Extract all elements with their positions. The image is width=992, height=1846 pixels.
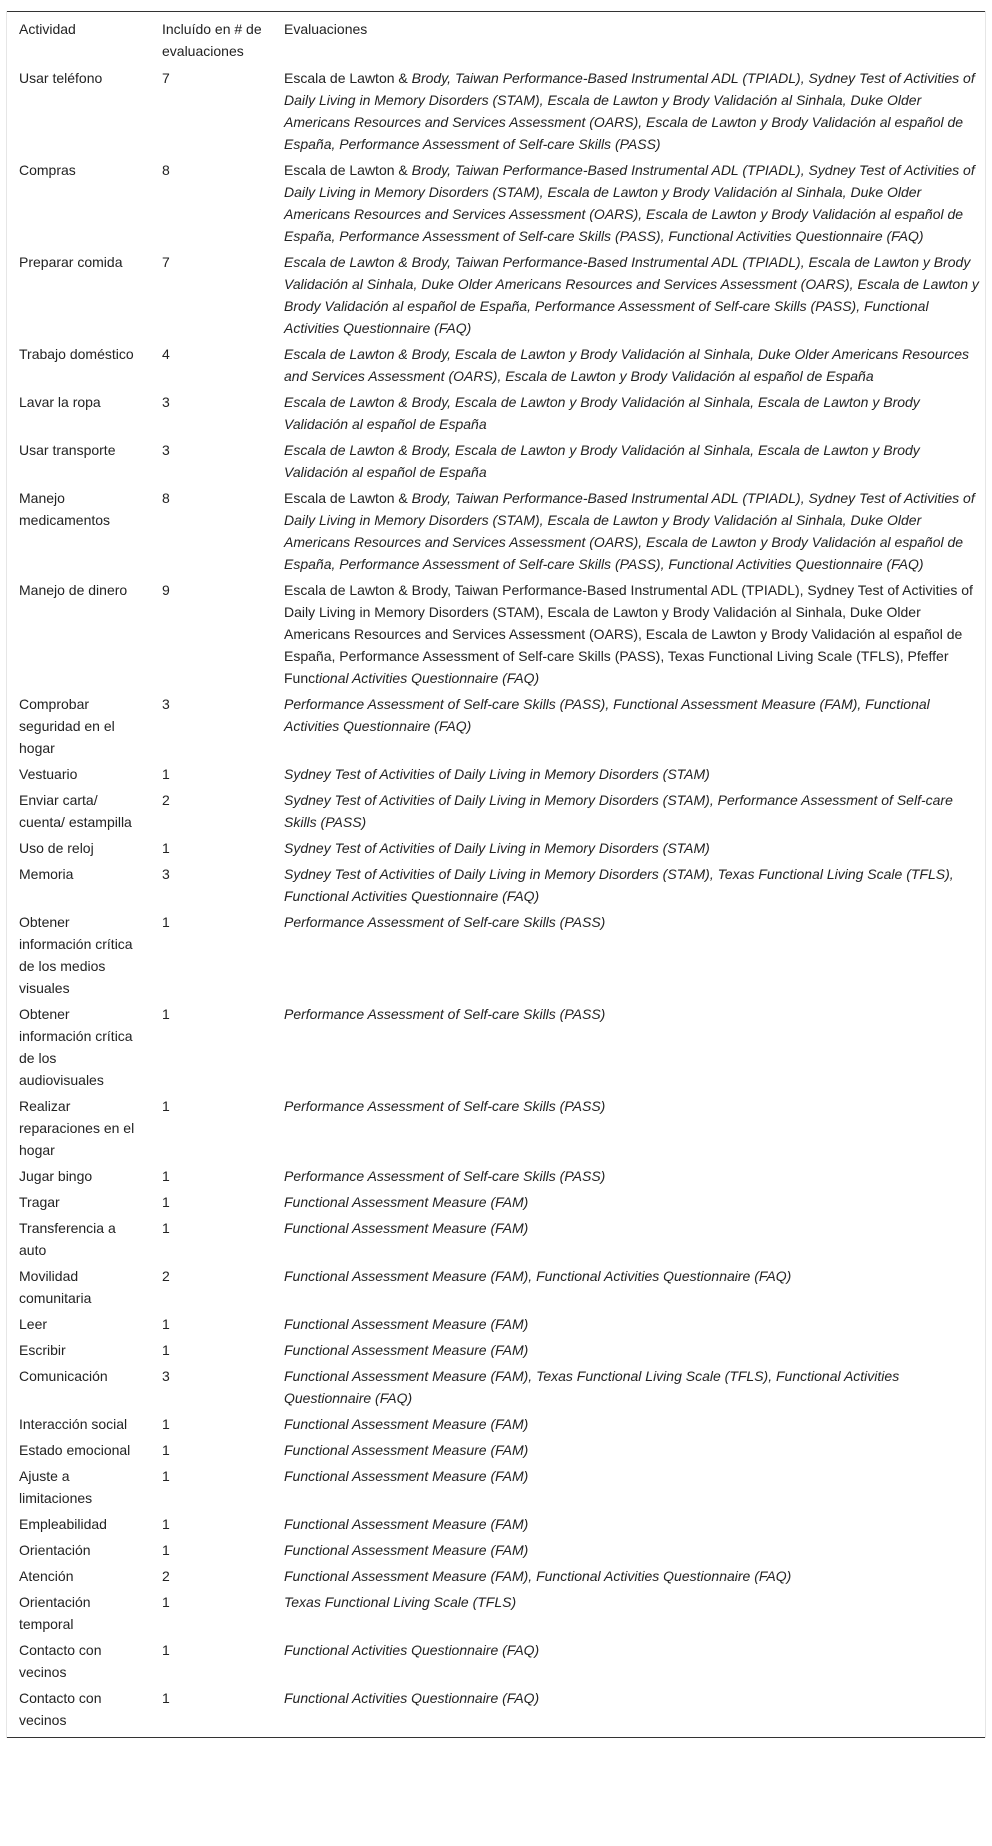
activity-cell bbox=[7, 1262, 162, 1310]
evaluations-cell bbox=[284, 1462, 985, 1510]
table-container bbox=[6, 11, 986, 1738]
evaluations-cell bbox=[284, 1536, 985, 1562]
count-cell bbox=[162, 1310, 284, 1336]
evaluations-cell bbox=[284, 908, 985, 1000]
evaluations-cell bbox=[284, 1188, 985, 1214]
evaluations-cell bbox=[284, 1262, 985, 1310]
activity-cell bbox=[7, 1410, 162, 1436]
evaluations-italic-text: Functional Assessment Measure (FAM) bbox=[284, 1416, 529, 1432]
count-cell bbox=[162, 1562, 284, 1588]
evaluations-italic-text: Sydney Test of Activities of Daily Living in Memory Disorders (STAM), Texas Functional Living Scale (TFLS), Functional Activities Questionnaire (FAQ) bbox=[284, 866, 954, 904]
table-row bbox=[7, 1588, 985, 1636]
evaluations-cell bbox=[284, 340, 985, 388]
count-cell bbox=[162, 1262, 284, 1310]
count-cell bbox=[162, 690, 284, 760]
activity-text: Tragar bbox=[19, 1194, 60, 1210]
count-cell bbox=[162, 1214, 284, 1262]
evaluations-italic-text: Performance Assessment of Self-care Skills (PASS), Functional Assessment Measure (FAM), Functional Activities Questionnaire (FAQ) bbox=[284, 696, 930, 734]
count-text: 1 bbox=[162, 1006, 170, 1022]
count-text: 2 bbox=[162, 1568, 170, 1584]
table-header-row bbox=[7, 12, 985, 65]
activity-cell bbox=[7, 1310, 162, 1336]
count-cell bbox=[162, 1000, 284, 1092]
activity-cell bbox=[7, 1092, 162, 1162]
evaluations-italic-text: Functional Assessment Measure (FAM) bbox=[284, 1220, 529, 1236]
table-row bbox=[7, 1262, 985, 1310]
activity-text: Escribir bbox=[19, 1342, 66, 1358]
activity-text: Vestuario bbox=[19, 766, 78, 782]
table-row bbox=[7, 1536, 985, 1562]
count-cell bbox=[162, 1536, 284, 1562]
evaluations-italic-text: Functional Assessment Measure (FAM) bbox=[284, 1468, 529, 1484]
activity-cell bbox=[7, 1636, 162, 1684]
count-cell bbox=[162, 576, 284, 690]
evaluations-cell bbox=[284, 1092, 985, 1162]
evaluations-italic-text: Escala de Lawton & Brody, Taiwan Performance-Based Instrumental ADL (TPIADL), Escala de Lawton y Brody Validación al Sinhala, Duke Older Americans Resources and Services Assessment (OARS), Escala de Lawton y Brody Validación al español de España, Performance Assessment of Self-care Skills (PASS), Functional Activities Questionnaire (FAQ) bbox=[284, 254, 979, 336]
evaluations-cell bbox=[284, 1000, 985, 1092]
activity-cell bbox=[7, 340, 162, 388]
evaluations-italic-text: Functional Activities Questionnaire (FAQ) bbox=[284, 1642, 540, 1658]
table-row bbox=[7, 156, 985, 248]
activity-cell bbox=[7, 1588, 162, 1636]
evaluations-italic-text: Functional Assessment Measure (FAM) bbox=[284, 1442, 529, 1458]
count-cell bbox=[162, 1436, 284, 1462]
count-text: 1 bbox=[162, 1168, 170, 1184]
evaluations-cell bbox=[284, 690, 985, 760]
evaluations-italic-text: Performance Assessment of Self-care Skills (PASS) bbox=[284, 914, 606, 930]
evaluations-cell bbox=[284, 1214, 985, 1262]
count-text: 1 bbox=[162, 1416, 170, 1432]
activity-text: Empleabilidad bbox=[19, 1516, 107, 1532]
activity-cell bbox=[7, 1536, 162, 1562]
count-text: 9 bbox=[162, 582, 170, 598]
activity-cell bbox=[7, 1162, 162, 1188]
count-text: 1 bbox=[162, 1098, 170, 1114]
count-text: 1 bbox=[162, 1594, 170, 1610]
table-row bbox=[7, 786, 985, 834]
count-text: 3 bbox=[162, 866, 170, 882]
evaluations-cell bbox=[284, 1410, 985, 1436]
activity-text: Memoria bbox=[19, 866, 74, 882]
count-cell bbox=[162, 340, 284, 388]
table-row bbox=[7, 1092, 985, 1162]
activity-text: Usar transporte bbox=[19, 442, 116, 458]
activity-cell bbox=[7, 1462, 162, 1510]
count-cell bbox=[162, 1588, 284, 1636]
table-row bbox=[7, 908, 985, 1000]
table-row bbox=[7, 1362, 985, 1410]
evaluations-italic-text: Functional Assessment Measure (FAM), Functional Activities Questionnaire (FAQ) bbox=[284, 1568, 792, 1584]
evaluations-cell bbox=[284, 436, 985, 484]
header-activity bbox=[7, 12, 162, 65]
activity-cell bbox=[7, 860, 162, 908]
activities-table bbox=[7, 11, 985, 1738]
count-text: 8 bbox=[162, 162, 170, 178]
table-row bbox=[7, 1684, 985, 1738]
count-text: 1 bbox=[162, 1342, 170, 1358]
table-row bbox=[7, 1410, 985, 1436]
evaluations-cell bbox=[284, 860, 985, 908]
activity-text: Usar teléfono bbox=[19, 70, 103, 86]
evaluations-cell bbox=[284, 1684, 985, 1738]
evaluations-italic-text: Functional Assessment Measure (FAM) bbox=[284, 1342, 529, 1358]
evaluations-italic-text: Functional Activities Questionnaire (FAQ) bbox=[284, 1690, 540, 1706]
activity-text: Jugar bingo bbox=[19, 1168, 93, 1184]
evaluations-italic-text: Brody, Taiwan Performance-Based Instrumental ADL (TPIADL), Sydney Test of Activities of Daily Living in Memory Disorders (STAM), Escala de Lawton y Brody Validación al Sinhala, Duke Older Americans Resources and Services Assessment (OARS), Escala de Lawton y Brody Validación al español de España, Performance Assessment of Self-care Skills (PASS), Functional Activities Questionnaire (FAQ) bbox=[284, 490, 975, 572]
table-row bbox=[7, 1636, 985, 1684]
table-row bbox=[7, 388, 985, 436]
evaluations-plain-text: Escala de Lawton & bbox=[284, 162, 412, 178]
evaluations-italic-text: Performance Assessment of Self-care Skills (PASS) bbox=[284, 1098, 606, 1114]
evaluations-italic-text: Performance Assessment of Self-care Skills (PASS) bbox=[284, 1168, 606, 1184]
evaluations-italic-text: Functional Assessment Measure (FAM), Functional Activities Questionnaire (FAQ) bbox=[284, 1268, 792, 1284]
count-text: 1 bbox=[162, 914, 170, 930]
activity-cell bbox=[7, 576, 162, 690]
table-row bbox=[7, 1436, 985, 1462]
activity-cell bbox=[7, 1684, 162, 1738]
evaluations-cell bbox=[284, 484, 985, 576]
activity-text: Compras bbox=[19, 162, 76, 178]
count-text: 1 bbox=[162, 1516, 170, 1532]
evaluations-cell bbox=[284, 1562, 985, 1588]
activity-cell bbox=[7, 156, 162, 248]
evaluations-cell bbox=[284, 1436, 985, 1462]
header-evaluations: Evaluaciones bbox=[284, 21, 368, 37]
activity-text: Realizar reparaciones en el hogar bbox=[19, 1098, 135, 1158]
evaluations-italic-text: Escala de Lawton & Brody, Escala de Lawton y Brody Validación al Sinhala, Duke Older Americans Resources and Services Assessment (OARS), Escala de Lawton y Brody Validación al español de España bbox=[284, 346, 970, 384]
table-row bbox=[7, 1462, 985, 1510]
evaluations-italic-text: Functional Assessment Measure (FAM), Texas Functional Living Scale (TFLS), Functional Activities Questionnaire (FAQ) bbox=[284, 1368, 900, 1406]
table-row bbox=[7, 248, 985, 340]
table-row bbox=[7, 1214, 985, 1262]
activity-cell bbox=[7, 1362, 162, 1410]
count-text: 1 bbox=[162, 1690, 170, 1706]
evaluations-cell bbox=[284, 786, 985, 834]
activity-text: Movilidad comunitaria bbox=[19, 1268, 92, 1306]
count-text: 3 bbox=[162, 1368, 170, 1384]
count-text: 1 bbox=[162, 1316, 170, 1332]
activity-text: Uso de reloj bbox=[19, 840, 94, 856]
table-row bbox=[7, 64, 985, 156]
evaluations-cell bbox=[284, 64, 985, 156]
evaluations-cell bbox=[284, 1510, 985, 1536]
evaluations-cell bbox=[284, 1310, 985, 1336]
count-text: 1 bbox=[162, 1642, 170, 1658]
activity-text: Ajuste a limitaciones bbox=[19, 1468, 93, 1506]
activity-text: Trabajo doméstico bbox=[19, 346, 134, 362]
activity-cell bbox=[7, 690, 162, 760]
evaluations-plain-text: Escala de Lawton & bbox=[284, 490, 412, 506]
evaluations-italic-text: Performance Assessment of Self-care Skills (PASS) bbox=[284, 1006, 606, 1022]
count-cell bbox=[162, 786, 284, 834]
evaluations-cell bbox=[284, 1636, 985, 1684]
activity-text: Estado emocional bbox=[19, 1442, 131, 1458]
activity-text: Transferencia a auto bbox=[19, 1220, 116, 1258]
count-cell bbox=[162, 388, 284, 436]
count-cell bbox=[162, 1092, 284, 1162]
count-cell bbox=[162, 484, 284, 576]
activity-cell bbox=[7, 1214, 162, 1262]
evaluations-italic-text: Sydney Test of Activities of Daily Living in Memory Disorders (STAM) bbox=[284, 840, 710, 856]
evaluations-italic-text: Functional Assessment Measure (FAM) bbox=[284, 1194, 529, 1210]
evaluations-italic-text: Brody, Taiwan Performance-Based Instrumental ADL (TPIADL), Sydney Test of Activities of Daily Living in Memory Disorders (STAM), Escala de Lawton y Brody Validación al Sinhala, Duke Older Americans Resources and Services Assessment (OARS), Escala de Lawton y Brody Validación al español de España, Performance Assessment of Self-care Skills (PASS), Functional Activities Questionnaire (FAQ) bbox=[284, 162, 975, 244]
evaluations-italic-text: Functional Assessment Measure (FAM) bbox=[284, 1316, 529, 1332]
table-row bbox=[7, 1310, 985, 1336]
activity-cell bbox=[7, 64, 162, 156]
table-row bbox=[7, 1510, 985, 1536]
count-text: 2 bbox=[162, 1268, 170, 1284]
header-count bbox=[162, 12, 284, 65]
activity-cell bbox=[7, 1188, 162, 1214]
activity-cell bbox=[7, 1436, 162, 1462]
activity-cell bbox=[7, 760, 162, 786]
activity-cell bbox=[7, 1000, 162, 1092]
count-text: 7 bbox=[162, 70, 170, 86]
count-cell bbox=[162, 1162, 284, 1188]
count-cell bbox=[162, 1636, 284, 1684]
activity-text: Obtener información crítica de los medios visuales bbox=[19, 914, 133, 996]
activity-text: Contacto con vecinos bbox=[19, 1642, 102, 1680]
evaluations-italic-text: Sydney Test of Activities of Daily Living in Memory Disorders (STAM) bbox=[284, 766, 710, 782]
evaluations-plain-text: Escala de Lawton & Brody, Taiwan Performance-Based Instrumental ADL (TPIADL), Sydney Test of Activities of Daily Living in Memory Disorders (STAM), Escala de Lawton y Brody Validación al Sinhala, Duke Older Americans Resources and Services Assessment (OARS), Escala de Lawton y Brody Validación al español de España, Performance Assessment of Self-care Skills (PASS), Texas Functional Living Scale (TFLS), Pfeffer Func bbox=[284, 582, 973, 686]
activity-text: Comunicación bbox=[19, 1368, 108, 1384]
count-text: 3 bbox=[162, 442, 170, 458]
activity-cell bbox=[7, 834, 162, 860]
evaluations-italic-text: Functional Assessment Measure (FAM) bbox=[284, 1542, 529, 1558]
evaluations-italic-text: Texas Functional Living Scale (TFLS) bbox=[284, 1594, 517, 1610]
activity-text: Comprobar seguridad en el hogar bbox=[19, 696, 115, 756]
count-cell bbox=[162, 1684, 284, 1738]
count-text: 3 bbox=[162, 696, 170, 712]
table-row bbox=[7, 1336, 985, 1362]
count-cell bbox=[162, 1336, 284, 1362]
table-row bbox=[7, 834, 985, 860]
count-cell bbox=[162, 1410, 284, 1436]
activity-cell bbox=[7, 484, 162, 576]
activity-text: Lavar la ropa bbox=[19, 394, 101, 410]
evaluations-cell bbox=[284, 1162, 985, 1188]
count-text: 1 bbox=[162, 1542, 170, 1558]
activity-text: Preparar comida bbox=[19, 254, 123, 270]
evaluations-cell bbox=[284, 388, 985, 436]
count-cell bbox=[162, 1188, 284, 1214]
count-text: 8 bbox=[162, 490, 170, 506]
count-cell bbox=[162, 1510, 284, 1536]
activity-text: Manejo de dinero bbox=[19, 582, 128, 598]
count-text: 1 bbox=[162, 1468, 170, 1484]
activity-text: Atención bbox=[19, 1568, 74, 1584]
header-activity-label: Actividad bbox=[19, 21, 76, 37]
count-cell bbox=[162, 248, 284, 340]
activity-text: Leer bbox=[19, 1316, 48, 1332]
evaluations-cell bbox=[284, 248, 985, 340]
table-row bbox=[7, 436, 985, 484]
table-row bbox=[7, 860, 985, 908]
evaluations-cell bbox=[284, 760, 985, 786]
count-cell bbox=[162, 860, 284, 908]
evaluations-cell bbox=[284, 1336, 985, 1362]
evaluations-cell bbox=[284, 1362, 985, 1410]
evaluations-cell bbox=[284, 156, 985, 248]
table-row bbox=[7, 576, 985, 690]
evaluations-italic-text: tional Activities Questionnaire (FAQ) bbox=[315, 670, 540, 686]
activity-text: Contacto con vecinos bbox=[19, 1690, 102, 1728]
evaluations-italic-text: Escala de Lawton & Brody, Escala de Lawton y Brody Validación al Sinhala, Escala de Lawton y Brody Validación al español de España bbox=[284, 442, 920, 480]
count-cell bbox=[162, 1362, 284, 1410]
count-cell bbox=[162, 908, 284, 1000]
count-cell bbox=[162, 834, 284, 860]
evaluations-italic-text: Sydney Test of Activities of Daily Living in Memory Disorders (STAM), Performance Assessment of Self-care Skills (PASS) bbox=[284, 792, 953, 830]
evaluations-italic-text: Escala de Lawton & Brody, Escala de Lawton y Brody Validación al Sinhala, Escala de Lawton y Brody Validación al español de España bbox=[284, 394, 920, 432]
count-text: 2 bbox=[162, 792, 170, 808]
activity-text: Enviar carta/ cuenta/ estampilla bbox=[19, 792, 132, 830]
count-cell bbox=[162, 64, 284, 156]
evaluations-italic-text: Brody, Taiwan Performance-Based Instrumental ADL (TPIADL), Sydney Test of Activities of Daily Living in Memory Disorders (STAM), Escala de Lawton y Brody Validación al Sinhala, Duke Older Americans Resources and Services Assessment (OARS), Escala de Lawton y Brody Validación al español de España, Performance Assessment of Self-care Skills (PASS) bbox=[284, 70, 975, 152]
table-row bbox=[7, 1000, 985, 1092]
count-cell bbox=[162, 156, 284, 248]
evaluations-cell bbox=[284, 834, 985, 860]
activity-cell bbox=[7, 1336, 162, 1362]
table-row bbox=[7, 760, 985, 786]
activity-cell bbox=[7, 1510, 162, 1536]
table-row bbox=[7, 690, 985, 760]
count-text: 1 bbox=[162, 766, 170, 782]
count-text: 1 bbox=[162, 1194, 170, 1210]
activity-cell bbox=[7, 388, 162, 436]
activity-cell bbox=[7, 786, 162, 834]
table-row bbox=[7, 1562, 985, 1588]
count-text: 1 bbox=[162, 1220, 170, 1236]
count-text: 4 bbox=[162, 346, 170, 362]
evaluations-cell bbox=[284, 576, 985, 690]
count-text: 1 bbox=[162, 1442, 170, 1458]
count-text: 3 bbox=[162, 394, 170, 410]
table-row bbox=[7, 1188, 985, 1214]
activity-text: Manejo medicamentos bbox=[19, 490, 111, 528]
count-cell bbox=[162, 1462, 284, 1510]
activity-cell bbox=[7, 1562, 162, 1588]
table-row bbox=[7, 1162, 985, 1188]
activity-cell bbox=[7, 248, 162, 340]
activity-text: Orientación temporal bbox=[19, 1594, 91, 1632]
activity-cell bbox=[7, 908, 162, 1000]
activity-text: Orientación bbox=[19, 1542, 91, 1558]
activity-text: Interacción social bbox=[19, 1416, 128, 1432]
evaluations-plain-text: Escala de Lawton & bbox=[284, 70, 412, 86]
header-count-label: Incluído en # de evaluaciones bbox=[162, 21, 262, 59]
table-row bbox=[7, 484, 985, 576]
evaluations-italic-text: Functional Assessment Measure (FAM) bbox=[284, 1516, 529, 1532]
count-cell bbox=[162, 436, 284, 484]
table-row bbox=[7, 340, 985, 388]
activity-text: Obtener información crítica de los audiovisuales bbox=[19, 1006, 133, 1088]
count-text: 7 bbox=[162, 254, 170, 270]
count-cell bbox=[162, 760, 284, 786]
count-text: 1 bbox=[162, 840, 170, 856]
activity-cell bbox=[7, 436, 162, 484]
evaluations-cell bbox=[284, 1588, 985, 1636]
